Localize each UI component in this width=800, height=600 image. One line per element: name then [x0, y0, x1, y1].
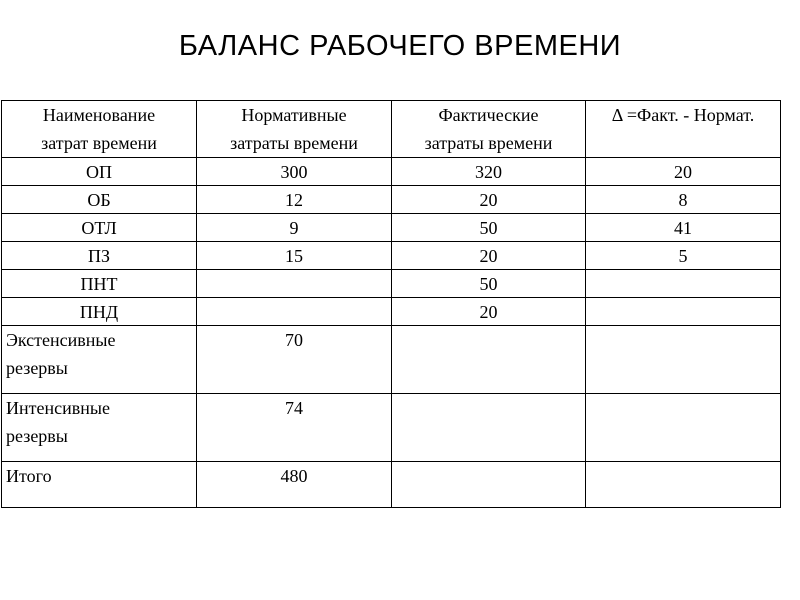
cell-delta [586, 326, 781, 394]
cell-name: ПЗ [2, 242, 197, 270]
reserve-label: Интенсивные [6, 398, 110, 418]
header-cell-norm [197, 101, 392, 158]
cell-delta [586, 462, 781, 508]
cell-delta [586, 270, 781, 298]
table-row-reserves [2, 394, 781, 462]
cell-norm: 9 [197, 214, 392, 242]
cell-name: ОБ [2, 186, 197, 214]
header-text: Наименование [42, 105, 156, 125]
header-cell-fact [392, 101, 586, 158]
cell-fact: 20 [392, 186, 586, 214]
cell-name: ОТЛ [2, 214, 197, 242]
cell-fact [392, 326, 586, 394]
balance-table [1, 100, 781, 508]
cell-delta: 8 [586, 186, 781, 214]
table-row [2, 186, 781, 214]
header-text: затрат времени [41, 133, 157, 153]
cell-norm: 12 [197, 186, 392, 214]
table-row [2, 158, 781, 186]
reserve-label: Экстенсивные [6, 330, 116, 350]
cell-delta: 41 [586, 214, 781, 242]
header-text: Δ =Факт. - Нормат. [611, 105, 755, 125]
header-cell-name [2, 101, 197, 158]
cell-norm [197, 298, 392, 326]
cell-norm [197, 270, 392, 298]
page-title: БАЛАНС РАБОЧЕГО ВРЕМЕНИ [178, 30, 622, 62]
cell-delta: 20 [586, 158, 781, 186]
table-row-reserves [2, 326, 781, 394]
header-text: Фактические [438, 105, 539, 125]
cell-fact: 320 [392, 158, 586, 186]
cell-name [2, 326, 197, 394]
cell-name: ПНТ [2, 270, 197, 298]
cell-fact: 20 [392, 298, 586, 326]
reserve-label: резервы [6, 426, 68, 446]
table-row [2, 298, 781, 326]
cell-fact [392, 394, 586, 462]
header-text: затраты времени [424, 133, 553, 153]
cell-norm: 74 [197, 394, 392, 462]
cell-fact: 50 [392, 270, 586, 298]
cell-delta [586, 394, 781, 462]
cell-name: Итого [2, 462, 197, 508]
cell-name: ПНД [2, 298, 197, 326]
table-row [2, 270, 781, 298]
header-text: Нормативные [241, 105, 347, 125]
table-row-total [2, 462, 781, 508]
reserve-label: резервы [6, 358, 68, 378]
cell-name [2, 394, 197, 462]
cell-norm: 15 [197, 242, 392, 270]
header-cell-delta [586, 101, 781, 158]
cell-fact: 20 [392, 242, 586, 270]
cell-fact: 50 [392, 214, 586, 242]
header-text: затраты времени [230, 133, 358, 153]
table-row [2, 214, 781, 242]
cell-norm: 480 [197, 462, 392, 508]
table-row [2, 242, 781, 270]
cell-name: ОП [2, 158, 197, 186]
table-header-row [2, 101, 781, 158]
cell-norm: 70 [197, 326, 392, 394]
cell-delta [586, 298, 781, 326]
cell-delta: 5 [586, 242, 781, 270]
cell-norm: 300 [197, 158, 392, 186]
cell-fact [392, 462, 586, 508]
